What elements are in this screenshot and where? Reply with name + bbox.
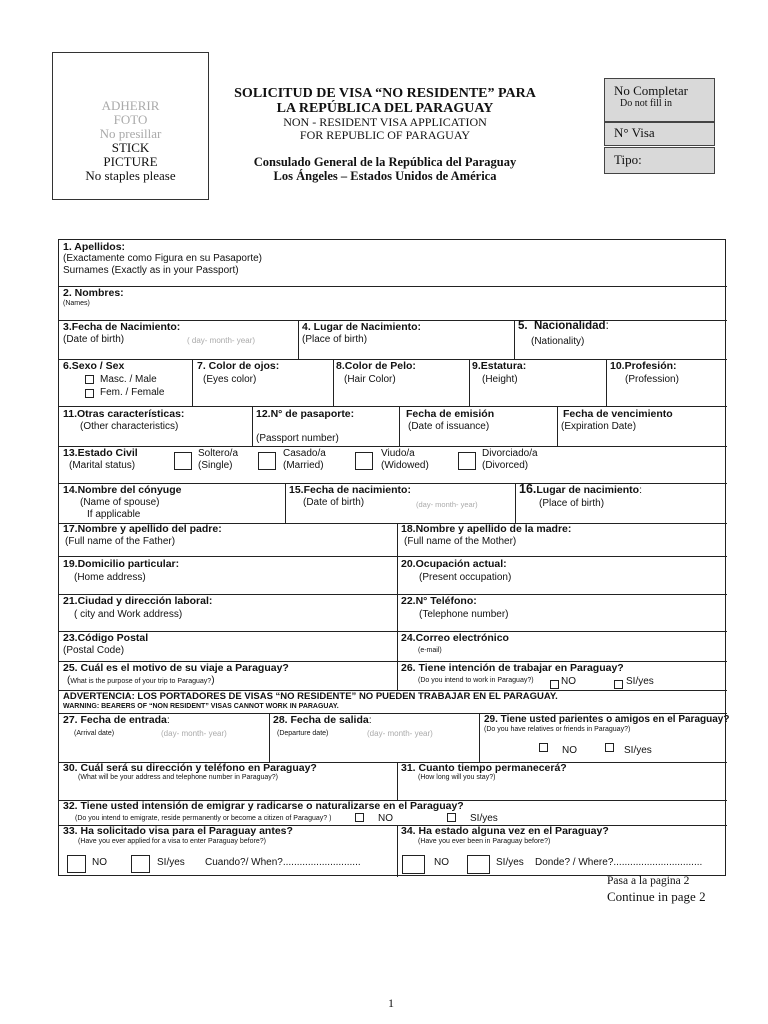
trip-purpose-label: 25. Cuál es el motivo de su viaje a Paraguay?	[63, 662, 289, 674]
eye-color-field[interactable]	[193, 359, 333, 406]
email-note: (e-mail)	[418, 647, 442, 654]
consulate-heading	[220, 155, 550, 183]
sex-male-checkbox[interactable]	[85, 375, 94, 384]
consulate-line2: Los Ángeles – Estados Unidos de América	[273, 169, 497, 183]
issue-date-label: Fecha de emisión	[406, 408, 495, 420]
visa-number-label: N° Visa	[614, 125, 655, 140]
mother-name-field[interactable]	[398, 523, 727, 556]
single-label: Soltero/a	[198, 448, 239, 459]
eye-color-note: (Eyes color)	[203, 374, 257, 385]
photo-no-presillar: No presillar	[99, 126, 162, 141]
intend-work-yes-label: SI/yes	[626, 676, 654, 687]
intend-work-no-label: NO	[561, 676, 576, 687]
father-name-label: 17.Nombre y apellido del padre:	[63, 523, 222, 535]
work-address-label: 21.Ciudad y dirección laboral:	[63, 595, 213, 607]
surnames-field[interactable]	[59, 240, 727, 286]
nationality-note: (Nationality)	[531, 336, 585, 347]
relatives-no-checkbox[interactable]	[539, 743, 548, 752]
form-title-line1: SOLICITUD DE VISA “NO RESIDENTE” PARA	[234, 86, 536, 101]
been-in-paraguay-note: (Have you ever been in Paraguay before?)	[418, 838, 551, 845]
occupation-field[interactable]	[398, 556, 727, 594]
relatives-yes-label: SI/yes	[624, 745, 652, 756]
consulate-line1: Consulado General de la República del Paraguay	[253, 155, 517, 169]
passport-number-label: 12.N° de pasaporte:	[256, 408, 355, 420]
passport-number-field[interactable]	[253, 406, 399, 446]
occupation-note: (Present occupation)	[419, 572, 512, 583]
sex-female-label: Fem. / Female	[100, 387, 165, 398]
hair-color-field[interactable]	[334, 359, 469, 406]
profession-label: 10.Profesión:	[610, 360, 677, 372]
departure-date-note: (Departure date)	[277, 730, 329, 737]
spouse-applicable-note: If applicable	[87, 509, 141, 520]
visa-type-field[interactable]	[604, 147, 715, 174]
photo-adherir: ADHERIR	[101, 98, 160, 113]
been-in-paraguay-no-label: NO	[434, 857, 449, 868]
married-note: (Married)	[283, 460, 324, 471]
emigrate-yes-checkbox[interactable]	[447, 813, 456, 822]
nationality-label: 5. Nacionalidad:	[518, 320, 609, 332]
photo-foto: FOTO	[113, 112, 148, 127]
previous-visa-label: 33. Ha solicitado visa para el Paraguay antes?	[63, 825, 293, 837]
birth-date-hint: ( day- month- year)	[187, 336, 256, 345]
emigrate-no-checkbox[interactable]	[355, 813, 364, 822]
warning-en: WARNING: BEARERS OF “NON RESIDENT” VISAS CANNOT WORK IN PARAGUAY.	[63, 703, 339, 710]
trip-purpose-field[interactable]	[59, 661, 397, 690]
occupation-label: 20.Ocupación actual:	[401, 558, 507, 570]
arrival-date-field[interactable]	[59, 713, 269, 762]
departure-date-field[interactable]	[270, 713, 479, 762]
surnames-note-en: Surnames (Exactly as in your Passport)	[63, 265, 239, 276]
photo-no-staples: No staples please	[85, 168, 176, 183]
been-in-paraguay-yes-label: SI/yes	[496, 857, 524, 868]
eye-color-label: 7. Color de ojos:	[197, 360, 280, 372]
application-form	[58, 239, 730, 876]
departure-date-hint: (day- month- year)	[367, 729, 433, 738]
previous-visa-yes-label: SI/yes	[157, 857, 185, 868]
form-subtitle	[220, 116, 550, 142]
height-note: (Height)	[482, 374, 518, 385]
mother-name-note: (Full name of the Mother)	[404, 536, 517, 547]
widowed-note: (Widowed)	[381, 460, 429, 471]
previous-visa-no-label: NO	[92, 857, 107, 868]
surnames-label: 1. Apellidos:	[63, 241, 126, 253]
single-checkbox[interactable]	[174, 452, 192, 470]
hair-color-label: 8.Color de Pelo:	[336, 360, 416, 372]
photo-stick: STICK	[111, 140, 150, 155]
surnames-note-es: (Exactamente como Figura en su Pasaporte)	[63, 253, 262, 264]
sex-label: 6.Sexo / Sex	[63, 360, 125, 372]
spouse-birth-date-label: 15.Fecha de nacimiento:	[289, 484, 411, 496]
marital-status-note: (Marital status)	[69, 460, 136, 471]
spouse-birth-place-label: 16.Lugar de nacimiento:	[519, 482, 642, 496]
issue-date-field[interactable]	[400, 406, 557, 446]
postal-code-field[interactable]	[59, 631, 397, 661]
stay-length-note: (How long will you stay?)	[418, 774, 496, 781]
pasa-pagina-2: Pasa a la pagina 2	[607, 875, 690, 887]
telephone-field[interactable]	[398, 594, 727, 631]
divorced-checkbox[interactable]	[458, 452, 476, 470]
page-number: 1	[388, 996, 394, 1010]
stay-length-label: 31. Cuanto tiempo permanecerá?	[401, 762, 567, 774]
warning-es: ADVERTENCIA: LOS PORTADORES DE VISAS “NO RESIDENTE” NO PUEDEN TRABAJAR EN EL PARAGUAY.	[63, 691, 558, 702]
telephone-label: 22.N° Teléfono:	[401, 595, 477, 607]
married-checkbox[interactable]	[258, 452, 276, 470]
sex-female-checkbox[interactable]	[85, 389, 94, 398]
photo-box	[52, 52, 209, 200]
been-in-paraguay-no-checkbox[interactable]	[402, 855, 425, 874]
emigrate-yes-label: SI/yes	[470, 813, 498, 824]
father-name-note: (Full name of the Father)	[65, 536, 176, 547]
widowed-label: Viudo/a	[381, 448, 415, 459]
passport-number-note: (Passport number)	[256, 433, 339, 444]
arrival-date-label: 27. Fecha de entrada:	[63, 714, 170, 726]
sex-male-label: Masc. / Male	[100, 374, 157, 385]
intend-work-yes-checkbox[interactable]	[614, 680, 623, 689]
photo-picture: PICTURE	[103, 154, 158, 169]
telephone-note: (Telephone number)	[419, 609, 509, 620]
visa-type-label: Tipo:	[614, 152, 642, 167]
paraguay-address-field[interactable]	[59, 762, 397, 800]
height-label: 9.Estatura:	[472, 360, 527, 372]
email-label: 24.Correo electrónico	[401, 632, 509, 644]
names-field[interactable]	[59, 286, 727, 320]
expiry-date-label: Fecha de vencimiento	[563, 408, 673, 420]
previous-visa-note: (Have you ever applied for a visa to enter Paraguay before?)	[78, 838, 266, 845]
relatives-no-label: NO	[562, 745, 577, 756]
arrival-date-hint: (day- month- year)	[161, 729, 227, 738]
height-field[interactable]	[470, 359, 606, 406]
father-name-field[interactable]	[59, 523, 397, 556]
names-label: 2. Nombres:	[63, 287, 124, 299]
names-note: (Names)	[63, 300, 90, 307]
been-in-paraguay-where[interactable]: Donde? / Where?................................	[535, 857, 703, 868]
other-characteristics-field[interactable]	[59, 406, 252, 446]
single-note: (Single)	[198, 460, 233, 471]
nationality-field[interactable]	[515, 320, 727, 359]
work-address-field[interactable]	[59, 594, 397, 631]
marital-status-label: 13.Estado Civil	[63, 447, 138, 459]
divorced-label: Divorciado/a	[482, 448, 538, 459]
divorced-note: (Divorced)	[482, 460, 529, 471]
intend-work-note: (Do you intend to work in Paraguay?)	[418, 677, 534, 684]
visa-number-field[interactable]	[604, 122, 715, 146]
paraguay-address-note: (What will be your address and telephone number in Paraguay?)	[78, 774, 279, 781]
postal-code-note: (Postal Code)	[63, 645, 125, 656]
relatives-note: (Do you have relatives or friends in Paraguay?)	[484, 726, 631, 733]
work-address-note: ( city and Work address)	[74, 609, 183, 620]
hair-color-note: (Hair Color)	[344, 374, 396, 385]
birth-place-label: 4. Lugar de Nacimiento:	[302, 321, 422, 333]
birth-place-field[interactable]	[299, 320, 514, 359]
profession-note: (Profession)	[625, 374, 679, 385]
home-address-field[interactable]	[59, 556, 397, 594]
no-completar-label: No Completar	[614, 83, 689, 98]
expiry-date-field[interactable]	[558, 406, 727, 446]
emigrate-no-label: NO	[378, 813, 393, 824]
spouse-name-field[interactable]	[59, 483, 285, 523]
emigrate-note: (Do you intend to emigrate, reside permanently or become a citizen of Paraguay? )	[75, 815, 332, 822]
previous-visa-no-checkbox[interactable]	[67, 855, 86, 873]
relatives-label: 29. Tiene usted parientes o amigos en el Paraguay?	[484, 714, 730, 725]
stay-length-field[interactable]	[398, 762, 727, 800]
birth-date-label: 3.Fecha de Nacimiento:	[63, 321, 181, 333]
trip-purpose-note: (What is the purpose of your trip to Paraguay?)	[67, 675, 215, 686]
form-title	[220, 86, 550, 116]
spouse-name-note: (Name of spouse)	[80, 497, 160, 508]
home-address-label: 19.Domicilio particular:	[63, 558, 180, 570]
paraguay-address-label: 30. Cuál será su dirección y teléfono en Paraguay?	[63, 762, 317, 774]
emigrate-label: 32. Tiene usted intensión de emigrar y radicarse o naturalizarse en el Paraguay?	[63, 800, 464, 812]
home-address-note: (Home address)	[74, 572, 146, 583]
previous-visa-when[interactable]: Cuando?/ When?............................	[205, 857, 361, 868]
form-subtitle-line2: FOR REPUBLIC OF PARAGUAY	[299, 128, 471, 142]
spouse-birth-date-field[interactable]	[286, 483, 515, 523]
relatives-yes-checkbox[interactable]	[605, 743, 614, 752]
form-subtitle-line1: NON - RESIDENT VISA APPLICATION	[283, 115, 487, 129]
do-not-fill-label: Do not fill in	[620, 98, 672, 109]
email-field[interactable]	[398, 631, 727, 661]
spouse-birth-place-note: (Place of birth)	[539, 498, 605, 509]
mother-name-label: 18.Nombre y apellido de la madre:	[401, 523, 572, 535]
previous-visa-yes-checkbox[interactable]	[131, 855, 150, 873]
birth-place-note: (Place of birth)	[302, 334, 368, 345]
widowed-checkbox[interactable]	[355, 452, 373, 470]
arrival-date-note: (Arrival date)	[74, 730, 115, 737]
expiry-date-note: (Expiration Date)	[561, 421, 637, 432]
spouse-birth-date-hint: (day- month- year)	[416, 500, 478, 509]
postal-code-label: 23.Código Postal	[63, 632, 149, 644]
profession-field[interactable]	[607, 359, 727, 406]
been-in-paraguay-label: 34. Ha estado alguna vez en el Paraguay?	[401, 825, 609, 837]
spouse-birth-place-field[interactable]	[516, 483, 727, 523]
departure-date-label: 28. Fecha de salida:	[273, 714, 372, 726]
continue-page-2: Continue in page 2	[607, 889, 706, 904]
form-title-line2: LA REPÚBLICA DEL PARAGUAY	[276, 101, 494, 116]
other-characteristics-note: (Other characteristics)	[80, 421, 179, 432]
birth-date-field[interactable]	[59, 320, 298, 359]
married-label: Casado/a	[283, 448, 326, 459]
spouse-name-label: 14.Nombre del cónyuge	[63, 484, 182, 496]
office-use-box	[604, 78, 715, 122]
issue-date-note: (Date of issuance)	[408, 421, 490, 432]
intend-work-no-checkbox[interactable]	[550, 680, 559, 689]
birth-date-note: (Date of birth)	[63, 334, 125, 345]
other-characteristics-label: 11.Otras características:	[63, 408, 185, 420]
been-in-paraguay-yes-checkbox[interactable]	[467, 855, 490, 874]
spouse-birth-date-note: (Date of birth)	[303, 497, 365, 508]
intend-work-label: 26. Tiene intención de trabajar en Paraguay?	[401, 662, 624, 674]
